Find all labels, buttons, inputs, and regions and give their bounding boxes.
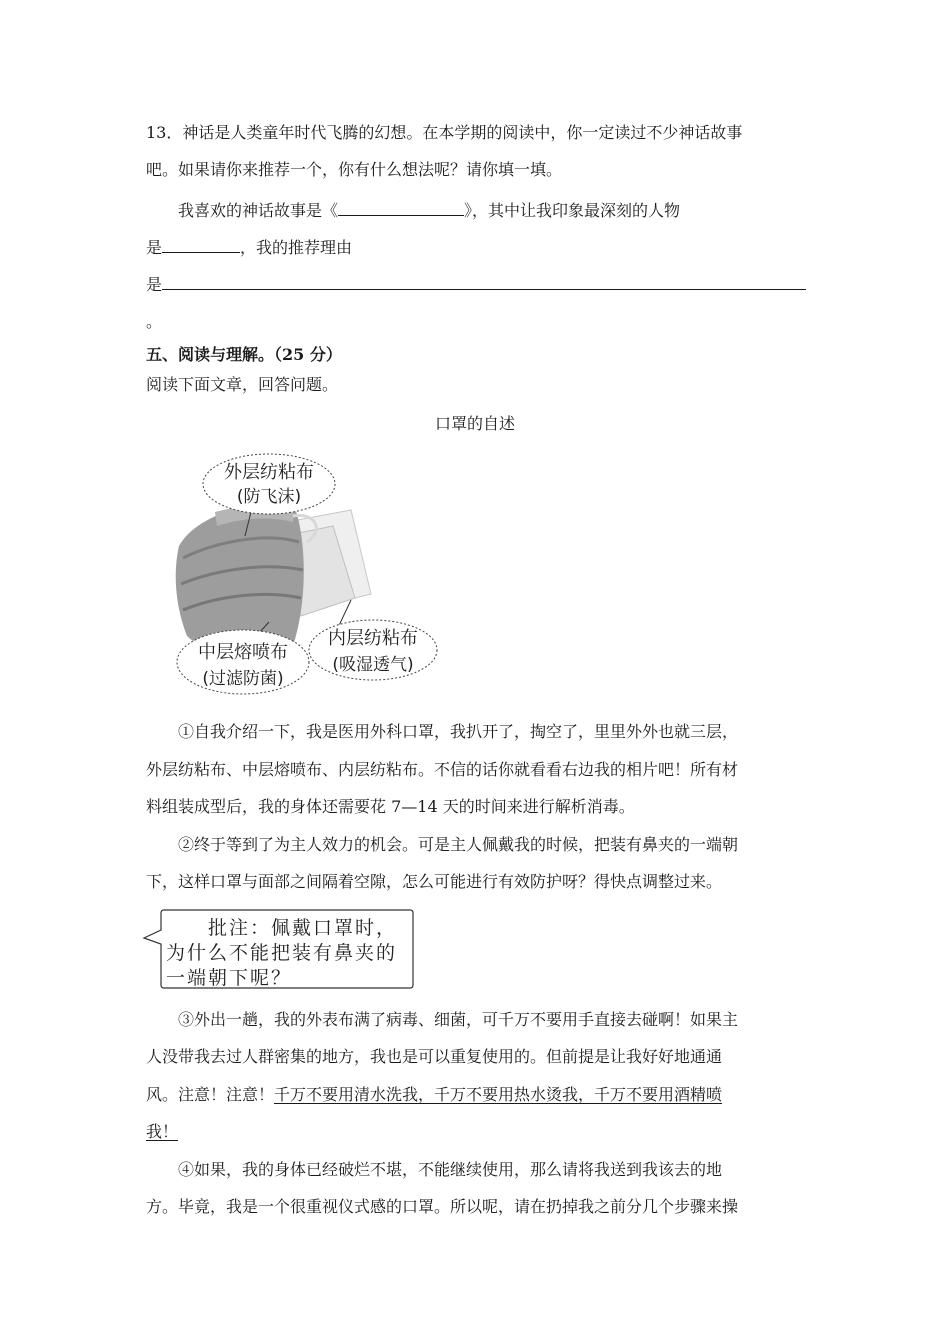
p2-line-2: 下，这样口罩与面部之间隔着空隙，怎么可能进行有效防护呀？得快点调整过来。	[146, 872, 723, 891]
fill-character-suffix: ，我的推荐理由	[240, 238, 353, 257]
p3-line-2: 人没带我去过人群密集的地方，我也是可以重复使用的。但前提是让我好好地通通	[146, 1047, 723, 1066]
middle-label-line1: 中层熔喷布	[198, 642, 288, 663]
q13-fill-story	[178, 200, 680, 221]
p3-line-4: 我！	[146, 1122, 179, 1141]
fill-story-prefix: 我喜欢的神话故事是《	[178, 201, 339, 220]
reason-blank[interactable]	[162, 274, 806, 290]
p3-line-3-plain: 风。注意！注意！	[146, 1085, 275, 1104]
p1-line-3: 料组装成型后，我的身体还需要花 7—14 天的时间来进行解析消毒。	[146, 797, 635, 816]
p4-line-2: 方。毕竟，我是一个很重视仪式感的口罩。所以呢，请在扔掉我之前分几个步骤来操	[146, 1197, 739, 1216]
section-instruction: 阅读下面文章，回答问题。	[146, 375, 339, 394]
annotation-callout	[140, 908, 415, 990]
mask-figure	[165, 446, 445, 704]
annotation-line-1: 批注：佩戴口罩时，	[208, 917, 398, 939]
fill-reason-end: 。	[146, 312, 163, 331]
annotation-line-2: 为什么不能把装有鼻夹的	[166, 942, 398, 964]
inner-label-line2: (吸湿透气)	[332, 655, 414, 675]
p3-underlined-sentence: 千万不要用清水洗我，千万不要用热水烫我，千万不要用酒精喷	[274, 1085, 723, 1104]
q13-fill-reason	[146, 274, 806, 295]
p1-line-2: 外层纺粘布、中层熔喷布、内层纺粘布。不信的话你就看看右边我的相片吧！所有材	[146, 760, 739, 779]
section-heading: 五、阅读与理解。（25 分）	[146, 345, 342, 364]
p4-line-1: ④如果，我的身体已经破烂不堪，不能继续使用，那么请将我送到我该去的地	[178, 1160, 723, 1179]
q13-line-2: 吧。如果请你来推荐一个，你有什么想法呢？请你填一填。	[146, 160, 563, 179]
story-name-blank[interactable]	[338, 200, 464, 216]
character-blank[interactable]	[162, 237, 240, 253]
outer-label-line1: 外层纺粘布	[224, 462, 314, 483]
fill-character-prefix: 是	[146, 238, 163, 257]
inner-label-line1: 内层纺粘布	[328, 628, 418, 649]
fill-story-suffix: 》，其中让我印象最深刻的人物	[464, 201, 681, 220]
p2-line-1: ②终于等到了为主人效力的机会。可是主人佩戴我的时候，把装有鼻夹的一端朝	[178, 835, 739, 854]
fill-reason-prefix: 是	[146, 275, 163, 294]
outer-label-line2: (防飞沫)	[236, 487, 302, 507]
p3-line-1: ③外出一趟，我的外表布满了病毒、细菌，可千万不要用手直接去碰啊！如果主	[178, 1010, 739, 1029]
q13-line-1: 13．神话是人类童年时代飞腾的幻想。在本学期的阅读中，你一定读过不少神话故事	[146, 123, 743, 142]
p3-line-3	[146, 1085, 722, 1105]
article-title: 口罩的自述	[434, 414, 515, 433]
q13-fill-character	[146, 237, 352, 258]
p1-line-1: ①自我介绍一下，我是医用外科口罩，我扒开了，掏空了，里里外外也就三层，	[178, 722, 739, 741]
middle-label-line2: (过滤防菌)	[202, 669, 284, 689]
annotation-line-3: 一端朝下呢？	[166, 967, 293, 989]
